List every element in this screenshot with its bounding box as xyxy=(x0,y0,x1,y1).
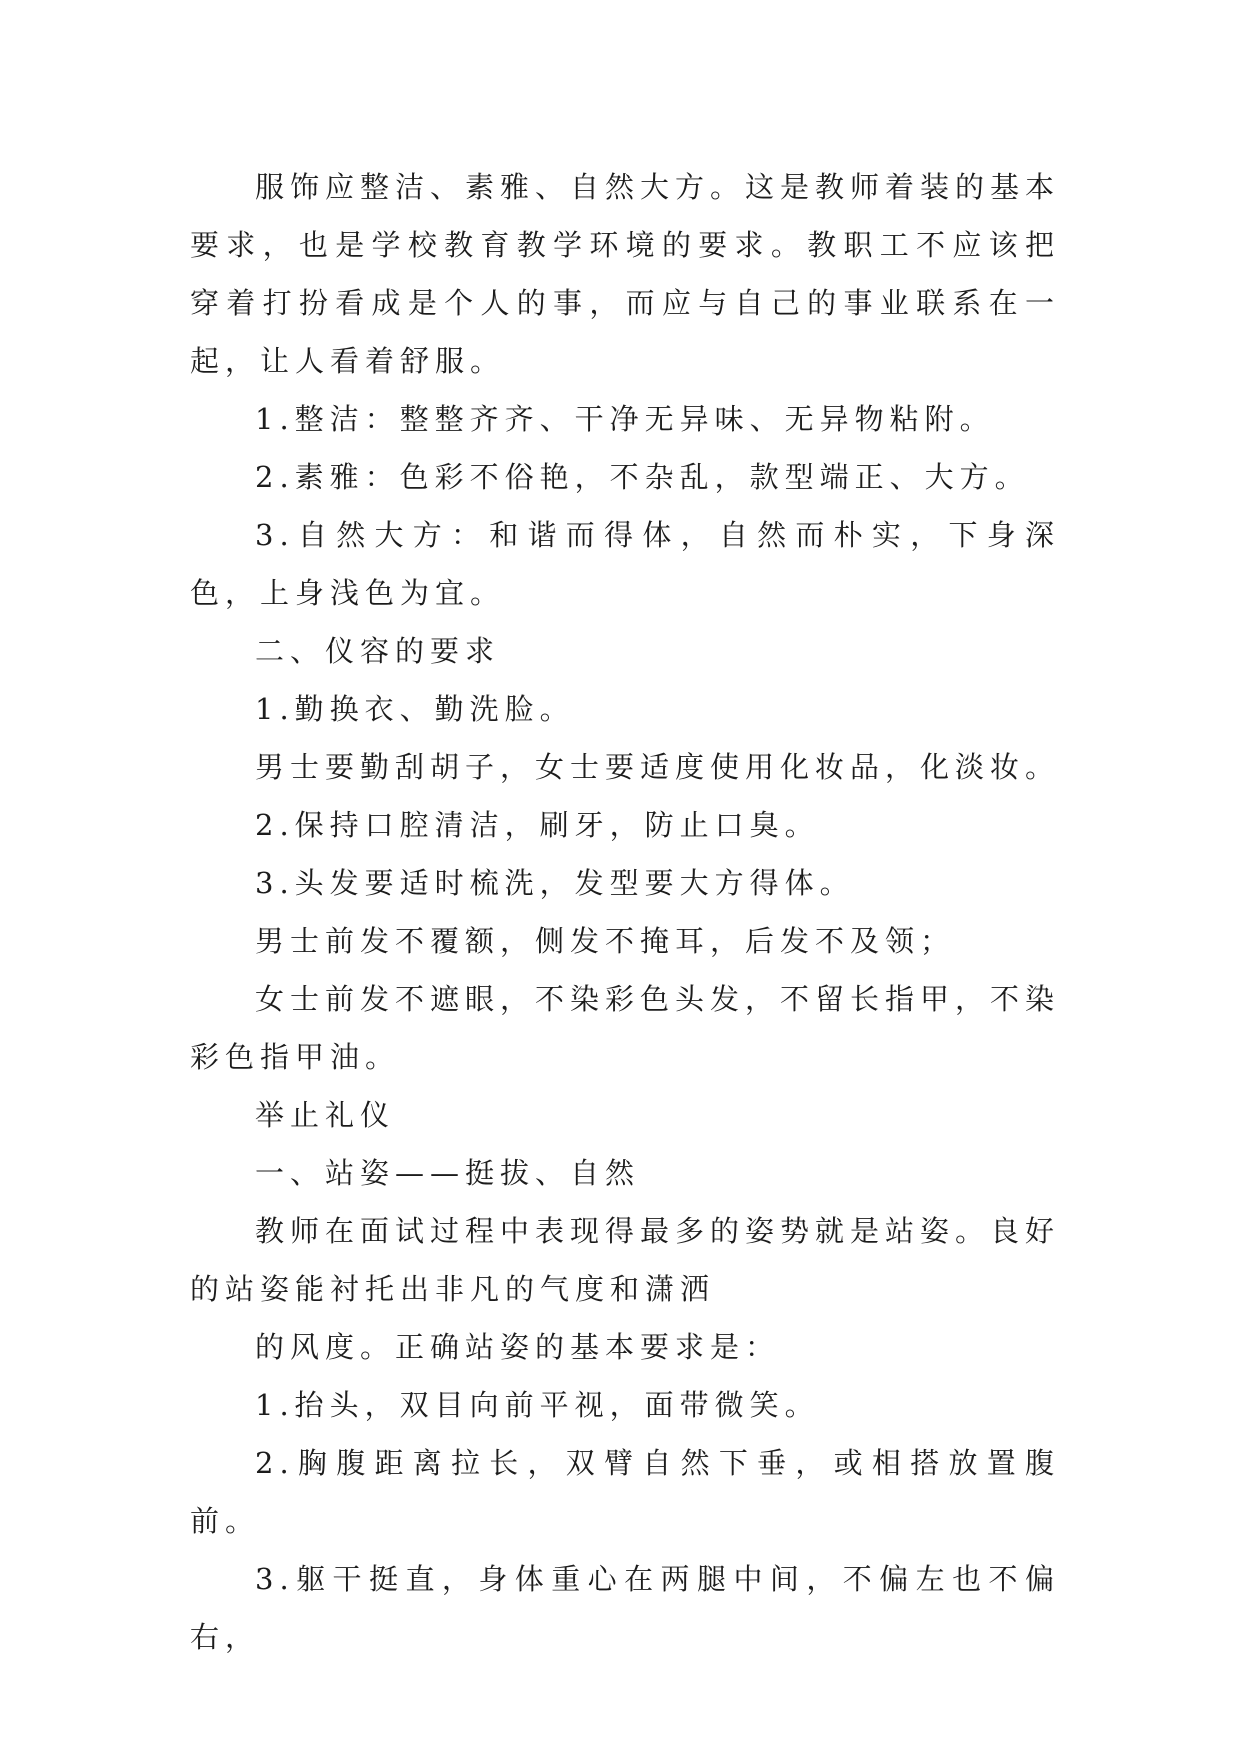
section-heading: 举止礼仪 xyxy=(255,1098,396,1132)
paragraph: 2.素雅：色彩不俗艳，不杂乱，款型端正、大方。 xyxy=(255,460,1030,494)
paragraph: 3.自然大方：和谐而得体，自然而朴实，下身深色，上身浅色为宜。 xyxy=(190,518,1060,610)
paragraph: 3.躯干挺直，身体重心在两腿中间，不偏左也不偏右， xyxy=(190,1562,1060,1654)
paragraph: 教师在面试过程中表现得最多的姿势就是站姿。良好的站姿能衬托出非凡的气度和潇洒 xyxy=(190,1214,1061,1306)
paragraph: 男士要勤刮胡子，女士要适度使用化妆品，化淡妆。 xyxy=(255,750,1061,784)
paragraph: 女士前发不遮眼，不染彩色头发，不留长指甲，不染彩色指甲油。 xyxy=(190,982,1061,1074)
paragraph: 服饰应整洁、素雅、自然大方。这是教师着装的基本要求，也是学校教育教学环境的要求。教职工不应该把穿着打扮看成是个人的事，而应与自己的事业联系在一起，让人看着舒服。 xyxy=(190,170,1061,378)
paragraph: 1.勤换衣、勤洗脸。 xyxy=(255,692,575,726)
paragraph: 1.整洁：整整齐齐、干净无异味、无异物粘附。 xyxy=(255,402,995,436)
paragraph: 2.胸腹距离拉长，双臂自然下垂，或相搭放置腹前。 xyxy=(190,1446,1060,1538)
paragraph: 2.保持口腔清洁，刷牙，防止口臭。 xyxy=(255,808,820,842)
section-heading: 二、仪容的要求 xyxy=(255,634,501,668)
paragraph: 男士前发不覆额，侧发不掩耳，后发不及领； xyxy=(255,924,956,958)
section-heading: 一、站姿——挺拔、自然 xyxy=(255,1156,641,1190)
paragraph: 1.抬头，双目向前平视，面带微笑。 xyxy=(255,1388,820,1422)
paragraph: 的风度。正确站姿的基本要求是： xyxy=(255,1330,781,1364)
paragraph: 3.头发要适时梳洗，发型要大方得体。 xyxy=(255,866,855,900)
document-body xyxy=(190,158,1060,1666)
